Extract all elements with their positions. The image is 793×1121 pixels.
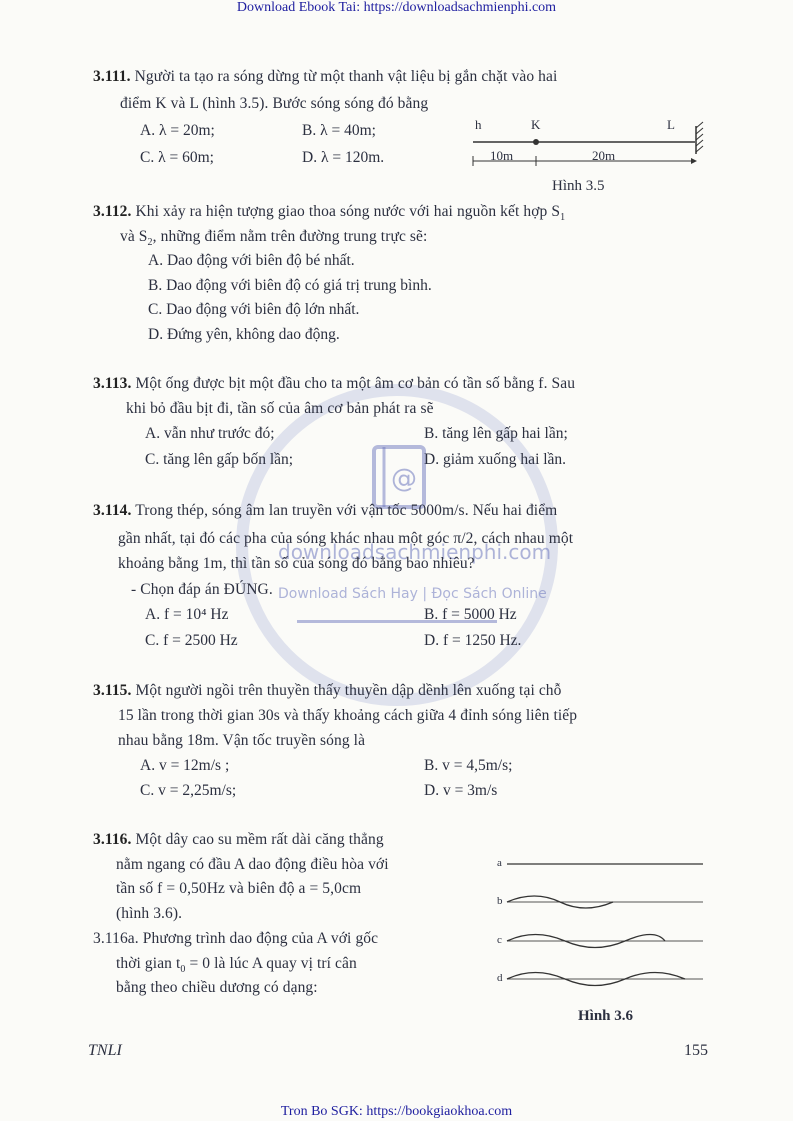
q111-option-d: D. λ = 120m. xyxy=(302,149,385,166)
q111-option-b: B. λ = 40m; xyxy=(302,122,376,139)
q113-option-a: A. vẫn như trước đó; xyxy=(145,425,275,442)
figure-3-5-dist-20m: 20m xyxy=(592,148,616,163)
q114-option-d: D. f = 1250 Hz. xyxy=(424,632,522,649)
watermark-site: downloadsachmienphi.com xyxy=(278,540,552,564)
q116-line4: (hình 3.6). xyxy=(116,905,183,922)
q116a-line3: bằng theo chiều dương có dạng: xyxy=(116,979,318,996)
q113-line2: khi bỏ đầu bịt đi, tần số của âm cơ bản phát ra sẽ xyxy=(126,400,434,417)
q113-option-c: C. tăng lên gấp bốn lần; xyxy=(145,451,294,468)
q115-line3: nhau bằng 18m. Vận tốc truyền sóng là xyxy=(118,732,366,749)
q115-option-a: A. v = 12m/s ; xyxy=(140,757,230,774)
svg-text:@: @ xyxy=(391,464,417,494)
q113-option-d: D. giảm xuống hai lần. xyxy=(424,451,567,468)
q113-line1: 3.113. Một ống được bịt một đầu cho ta một âm cơ bản có tần số bằng f. Sau xyxy=(93,375,576,392)
figure-3-5-caption: Hình 3.5 xyxy=(552,178,605,194)
page-label: TNLI xyxy=(88,1042,122,1059)
q113-option-b: B. tăng lên gấp hai lần; xyxy=(424,425,568,442)
q111-line1: 3.111. Người ta tạo ra sóng dừng từ một thanh vật liệu bị gắn chặt vào hai xyxy=(93,68,558,85)
q115-option-b: B. v = 4,5m/s; xyxy=(424,757,513,774)
q111-line2: điểm K và L (hình 3.5). Bước sóng sóng đó bằng xyxy=(120,95,429,112)
figure-3-5-label-h: h xyxy=(475,117,482,132)
q112-line2: và $S_2$, những điểm nằm trên đường trung trực sẽ: xyxy=(120,228,428,249)
figure-3-5-label-l: L xyxy=(667,117,675,132)
q111-option-c: C. λ = 60m; xyxy=(140,149,214,166)
q112-line1: 3.112. Khi xảy ra hiện tượng giao thoa sóng nước với hai nguồn kết hợp $S_1$ xyxy=(93,203,566,224)
figure-3-6-caption: Hình 3.6 xyxy=(578,1008,634,1024)
q112-option-b: B. Dao động với biên độ có giá trị trung bình. xyxy=(148,277,432,294)
figure-3-5-label-k: K xyxy=(531,117,541,132)
q112-option-c: C. Dao động với biên độ lớn nhất. xyxy=(148,301,360,318)
figure-3-6-label-c: c xyxy=(497,934,502,946)
watermark-tagline: Download Sách Hay | Đọc Sách Online xyxy=(278,586,547,602)
header-download-link[interactable]: Download Ebook Tai: https://downloadsachmienphi.com xyxy=(236,0,557,15)
q114-option-b: B. f = 5000 Hz xyxy=(424,606,517,623)
q116a-line1: 3.116a. Phương trình dao động của A với gốc xyxy=(93,930,379,947)
q115-option-d: D. v = 3m/s xyxy=(424,782,498,799)
figure-3-6-label-d: d xyxy=(497,972,503,984)
page-number: 155 xyxy=(684,1042,708,1059)
q114-line3: khoảng bằng 1m, thì tần số của sóng đó bằng bao nhiêu? xyxy=(118,555,475,572)
q112-option-d: D. Đứng yên, không dao động. xyxy=(148,326,340,343)
q116-line2: nằm ngang có đầu A dao động điều hòa với xyxy=(116,856,389,873)
q114-line1: 3.114. Trong thép, sóng âm lan truyền với vận tốc 5000m/s. Nếu hai điểm xyxy=(93,502,558,519)
figure-3-6-label-b: b xyxy=(497,895,503,907)
figure-3-6 xyxy=(495,850,710,1000)
figure-3-6-label-a: a xyxy=(497,857,502,869)
q116-line3: tần số f = 0,50Hz và biên độ a = 5,0cm xyxy=(116,880,362,897)
q114-option-a: A. f = 10⁴ Hz xyxy=(145,606,229,623)
q114-line4: - Chọn đáp án ĐÚNG. xyxy=(131,581,273,598)
q114-option-c: C. f = 2500 Hz xyxy=(145,632,238,649)
q112-option-a: A. Dao động với biên độ bé nhất. xyxy=(148,252,355,269)
q115-line2: 15 lần trong thời gian 30s và thấy khoảng cách giữa 4 đỉnh sóng liên tiếp xyxy=(118,707,578,724)
q114-line2: gần nhất, tại đó các pha của sóng khác nhau một góc π/2, cách nhau một xyxy=(118,530,574,547)
figure-3-5-dist-10m: 10m xyxy=(490,148,514,163)
q111-option-a: A. λ = 20m; xyxy=(140,122,215,139)
q116a-line2: thời gian $t_0 = 0$ là lúc A quay vị trí cân xyxy=(116,955,357,976)
q115-line1: 3.115. Một người ngồi trên thuyền thấy thuyền dập dềnh lên xuống tại chỗ xyxy=(93,682,562,699)
q116-line1: 3.116. Một dây cao su mềm rất dài căng thẳng xyxy=(93,831,384,848)
footer-sgk-link[interactable]: Tron Bo SGK: https://bookgiaokhoa.com xyxy=(280,1104,513,1119)
q115-option-c: C. v = 2,25m/s; xyxy=(140,782,237,799)
